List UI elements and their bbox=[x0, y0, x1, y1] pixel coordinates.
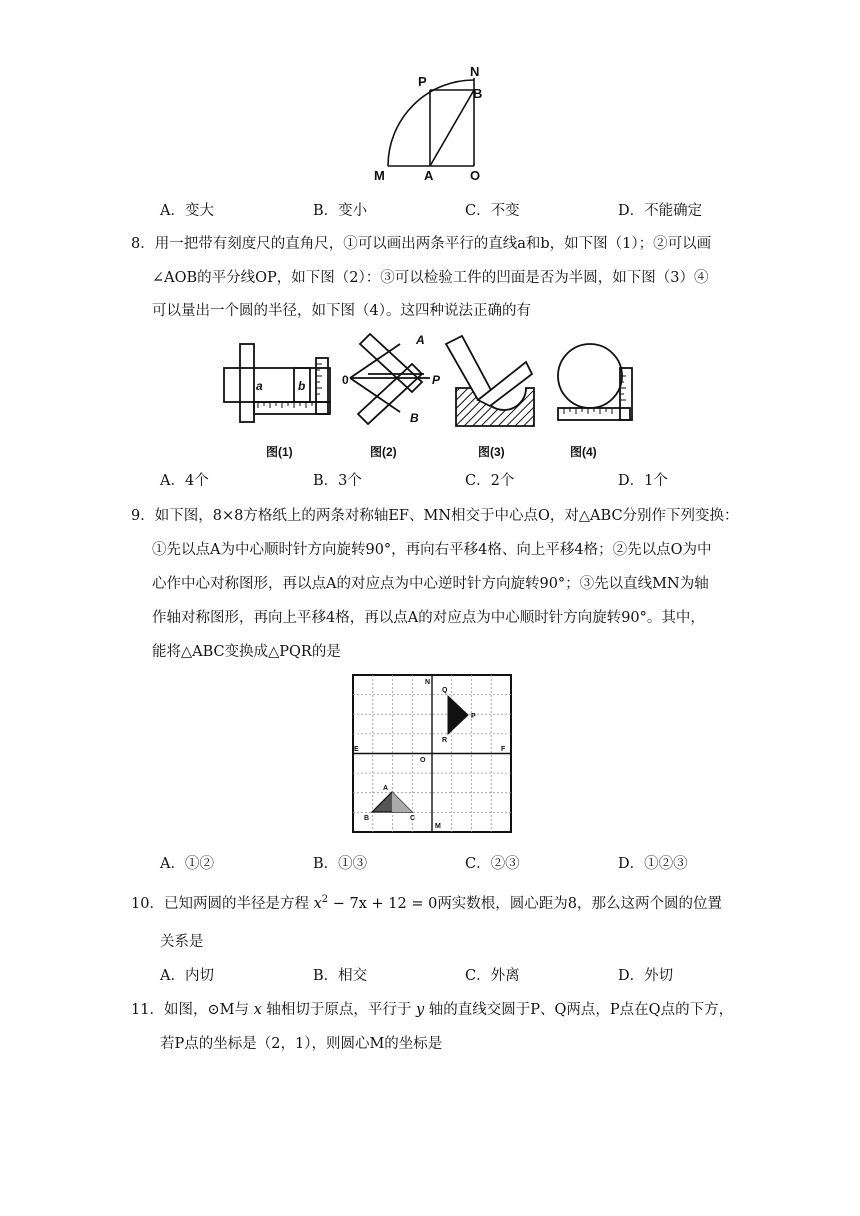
label-B: B bbox=[410, 411, 419, 425]
q10-eq-x: x bbox=[313, 896, 322, 912]
label-B: B bbox=[473, 86, 483, 101]
q7-figure bbox=[370, 62, 500, 184]
q11-line-1 bbox=[131, 998, 733, 1019]
label-E: E bbox=[354, 746, 359, 753]
q9-line-1: 9．如下图，8×8方格纸上的两条对称轴EF、MN相交于中心点O，对△ABC分别作下列变换： bbox=[131, 508, 739, 524]
caption-fig3: 图(3) bbox=[478, 445, 505, 459]
q10-line-2: 关系是 bbox=[160, 934, 204, 950]
q10-line-1 bbox=[131, 892, 722, 913]
q8-line-3: 可以量出一个圆的半径，如下图（4）。这四种说法正确的有 bbox=[152, 303, 531, 319]
q10-option-c: C．外离 bbox=[465, 968, 520, 984]
q10-eq-sup: 2 bbox=[321, 894, 329, 906]
label-P: P bbox=[432, 373, 441, 387]
q11-line-2: 若P点的坐标是（2，1），则圆心M的坐标是 bbox=[160, 1036, 443, 1052]
q8-option-c: C．2个 bbox=[465, 473, 515, 489]
q10-option-d: D．外切 bbox=[618, 968, 674, 984]
label-O: 0 bbox=[342, 373, 349, 387]
q7-option-b: B．变小 bbox=[313, 203, 368, 219]
label-P: P bbox=[471, 713, 476, 720]
q9-line-3: 心作中心对称图形，再以点A的对应点为中心逆时针方向旋转90°；③先以直线MN为轴 bbox=[152, 576, 709, 592]
q9-grid-figure bbox=[352, 674, 514, 834]
q11-var-y: y bbox=[415, 1002, 425, 1018]
label-B: B bbox=[364, 815, 370, 822]
caption-fig1: 图(1) bbox=[266, 445, 293, 459]
label-O: O bbox=[420, 757, 426, 764]
q8-line-1: 8．用一把带有刻度尺的直角尺，①可以画出两条平行的直线a和b，如下图（1）；②可以画 bbox=[131, 236, 712, 252]
label-P: P bbox=[418, 74, 427, 89]
q11-number: 11． bbox=[131, 1002, 164, 1018]
label-R: R bbox=[442, 737, 448, 744]
label-C: C bbox=[410, 815, 416, 822]
q9-option-d: D．①②③ bbox=[618, 856, 688, 872]
label-Q: Q bbox=[442, 687, 448, 694]
q9-option-a: A．①② bbox=[160, 856, 214, 872]
q7-option-c: C．不变 bbox=[465, 203, 520, 219]
label-a: a bbox=[256, 379, 263, 393]
q9-line-4: 作轴对称图形，再向上平移4格，再以点A的对应点为中心顺时针方向旋转90°。其中， bbox=[152, 610, 705, 626]
label-A: A bbox=[383, 785, 389, 792]
q10-text-after: 两实数根，圆心距为8，那么这两个圆的位置 bbox=[437, 896, 723, 912]
q10-equation bbox=[314, 896, 438, 912]
q11-seg-2: 轴相切于原点，平行于 bbox=[266, 1002, 412, 1018]
q10-number: 10． bbox=[131, 896, 164, 912]
q9-line-5: 能将△ABC变换成△PQR的是 bbox=[152, 644, 341, 660]
label-b: b bbox=[298, 379, 306, 393]
q11-seg-3: 轴的直线交圆于P、Q两点，P点在Q点的下方， bbox=[428, 1002, 734, 1018]
label-A: A bbox=[416, 333, 425, 347]
q10-eq-rest: − 7x + 12 = 0 bbox=[328, 896, 438, 912]
q8-option-b: B．3个 bbox=[313, 473, 362, 489]
q9-option-b: B．①③ bbox=[313, 856, 368, 872]
caption-fig2: 图(2) bbox=[370, 445, 397, 459]
q8-fig3 bbox=[446, 336, 534, 426]
label-M: M bbox=[435, 823, 441, 830]
q9-line-2: ①先以点A为中心顺时针方向旋转90°，再向右平移4格、向上平移4格；②先以点O为中 bbox=[152, 542, 712, 558]
q8-line-2: ∠AOB的平分线OP，如下图（2）：③可以检验工件的凹面是否为半圆，如下图（3）④ bbox=[152, 270, 709, 286]
q8-option-d: D．1个 bbox=[618, 473, 668, 489]
caption-fig4: 图(4) bbox=[570, 445, 597, 459]
q11-seg-1: 如图，⊙M与 bbox=[163, 1002, 249, 1018]
q11-var-x: x bbox=[253, 1002, 262, 1018]
q9-option-c: C．②③ bbox=[465, 856, 520, 872]
q10-text-before: 已知两圆的半径是方程 bbox=[163, 896, 309, 912]
label-O: O bbox=[470, 168, 481, 183]
q7-option-a: A．变大 bbox=[160, 203, 214, 219]
q8-figures bbox=[220, 330, 640, 462]
label-A: A bbox=[424, 168, 434, 183]
q10-option-a: A．内切 bbox=[160, 968, 214, 984]
label-M: M bbox=[374, 168, 385, 183]
q8-option-a: A．4个 bbox=[160, 473, 209, 489]
q8-fig1 bbox=[224, 344, 330, 422]
q7-option-d: D．不能确定 bbox=[618, 203, 703, 219]
q10-option-b: B．相交 bbox=[313, 968, 368, 984]
label-F: F bbox=[501, 746, 506, 753]
label-N: N bbox=[425, 679, 431, 686]
label-N: N bbox=[470, 64, 480, 79]
